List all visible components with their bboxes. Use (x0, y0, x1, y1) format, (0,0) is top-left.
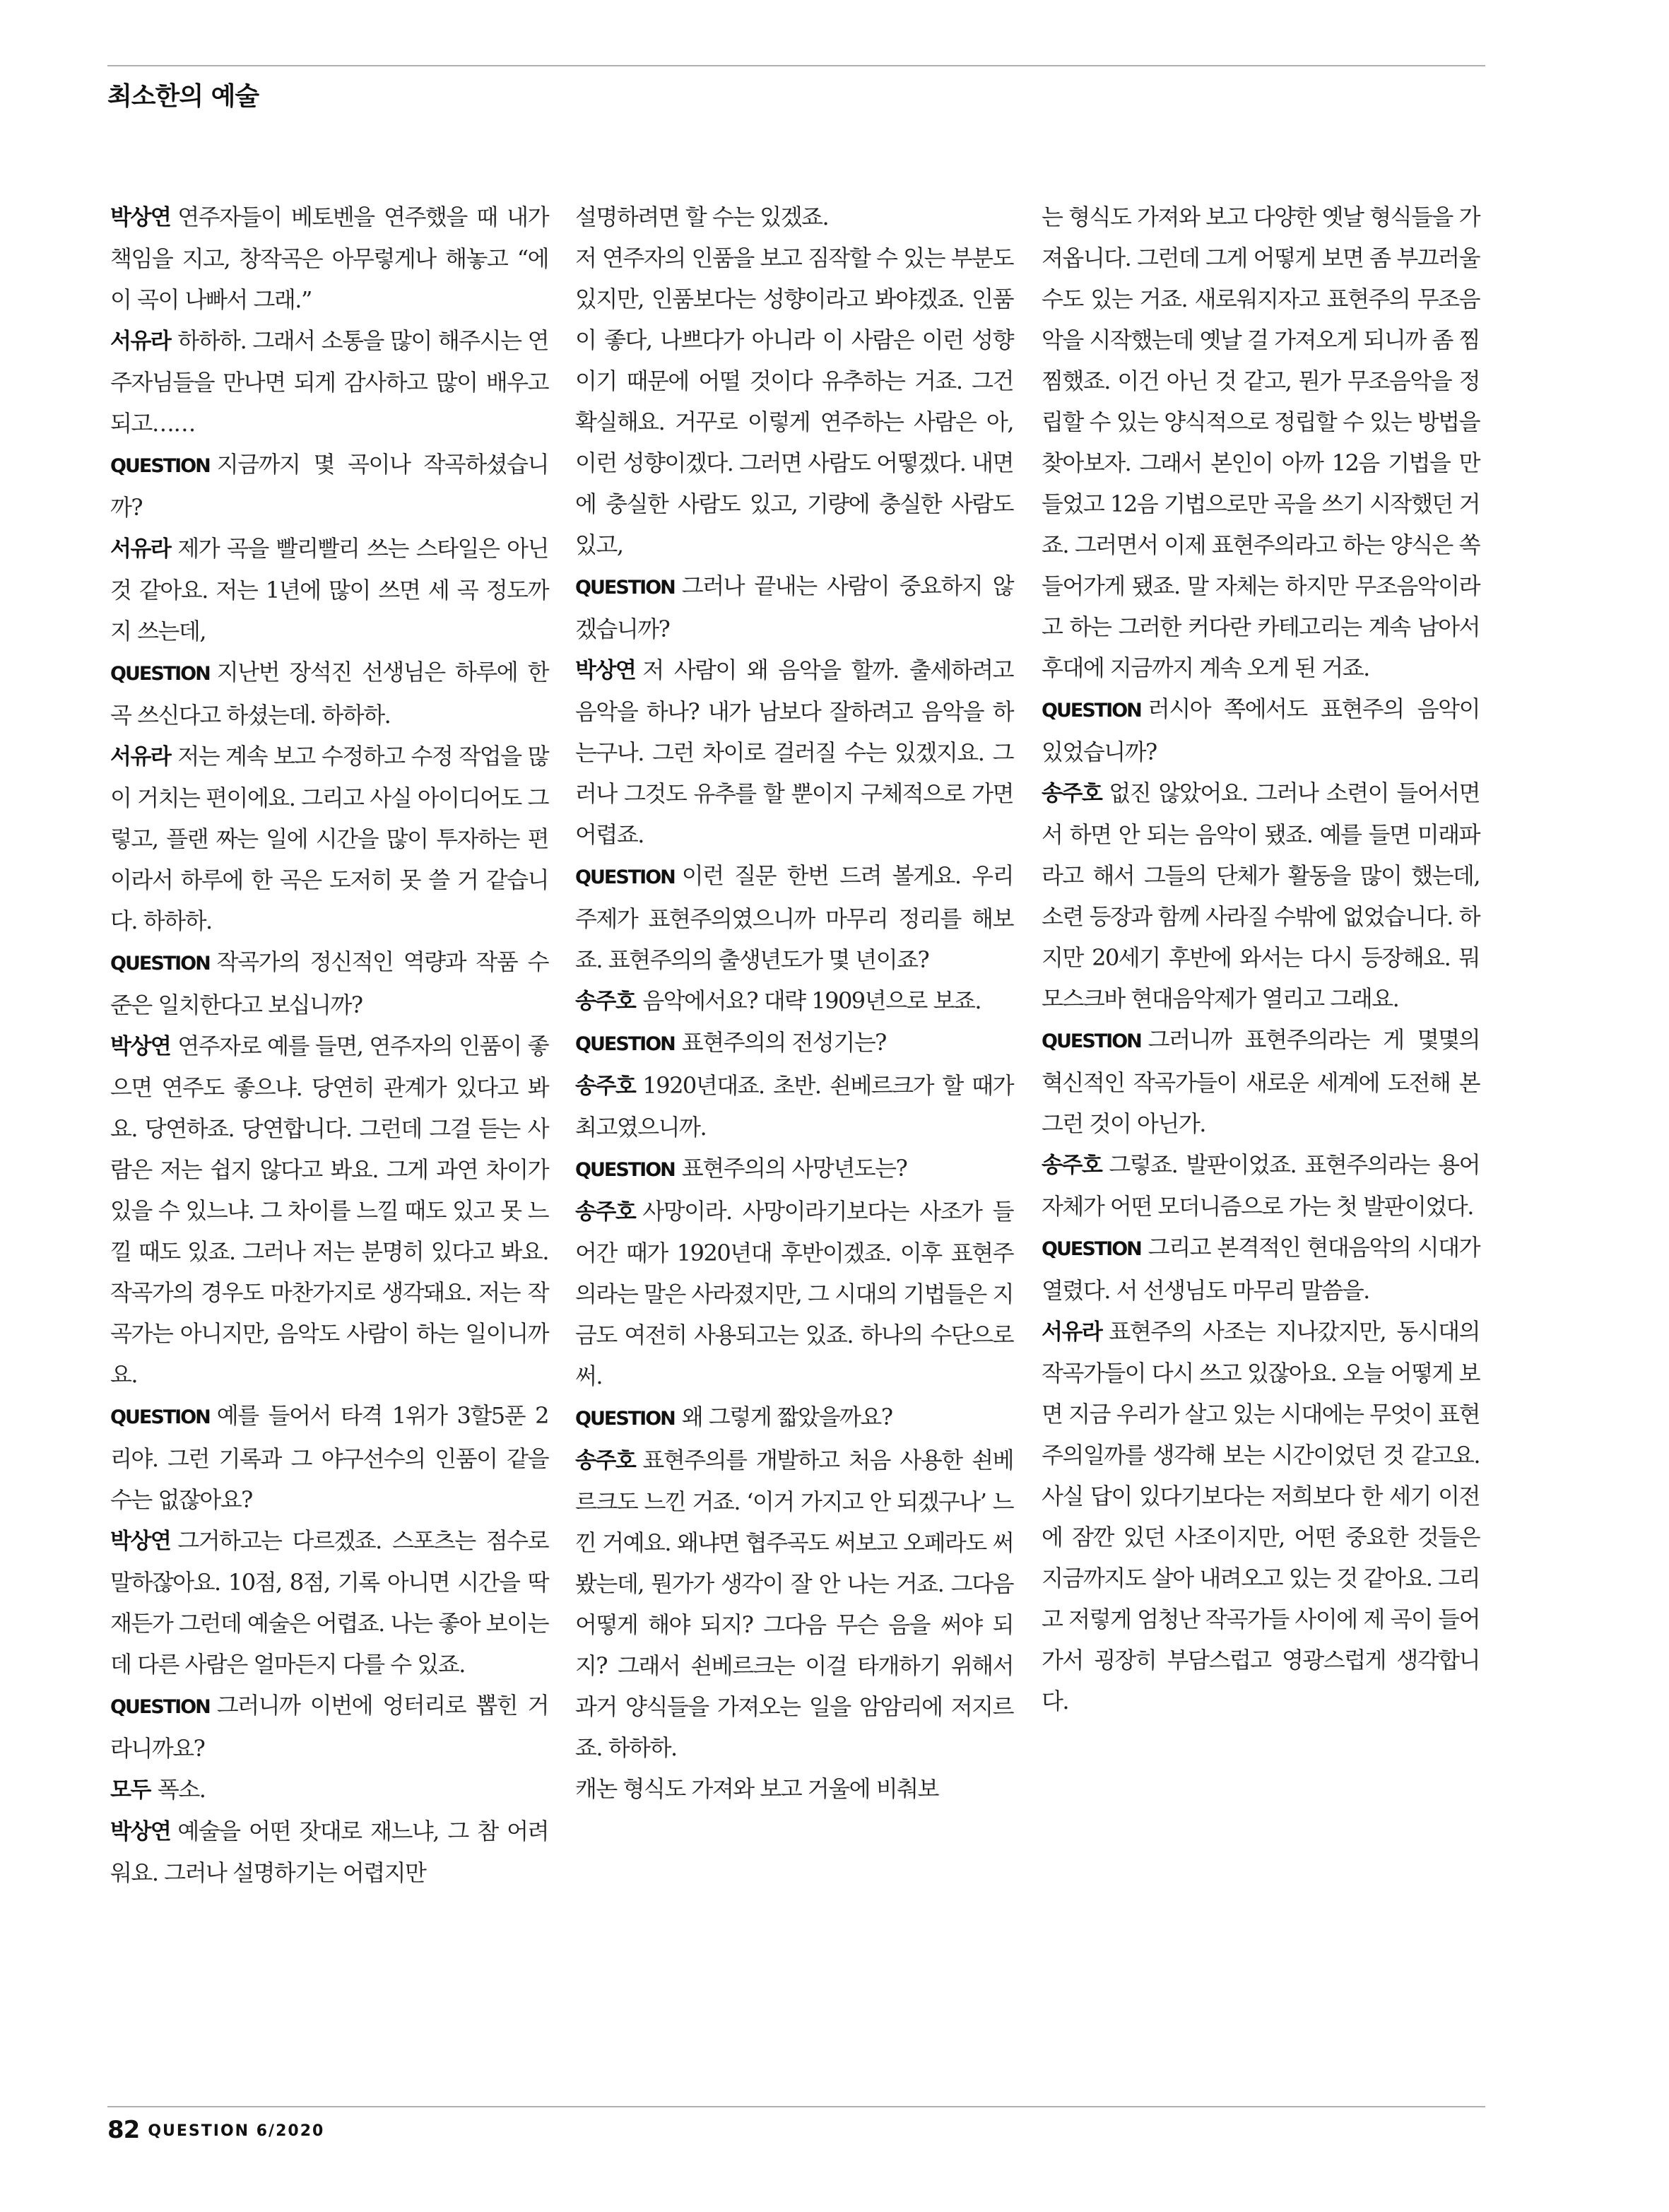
column-3 (1042, 196, 1480, 1722)
paragraph-text: 표현주의 사조는 지나갔지만, 동시대의 작곡가들이 다시 쓰고 있잖아요. 오늘 어떻게 보면 지금 우리가 살고 있는 시대에는 무엇이 표현주의일까를 생각해 보는 시간이었던 것 같고요. 사실 답이 있다기보다는 저희보다 한 세기 이전에 잠깐 있던 사조이지만, 어떤 중요한 것들은 지금까지도 살아 내려오고 있는 것 같아요. 그리고 저렇게 엄청난 작곡가들 사이에 제 곡이 들어가서 굉장히 부담스럽고 영광스럽게 생각합니다. (1042, 1318, 1480, 1714)
paragraph-text: 그러니까 이번에 엉터리로 뽑힌 거라니까요? (110, 1692, 548, 1762)
paragraph-text: 그거하고는 다르겠죠. 스포츠는 점수로 말하잖아요. 10점, 8점, 기록 아니면 시간을 딱 재든가 그런데 예술은 어렵죠. 나는 좋아 보이는데 다른 사람은 얼마든지 다를 수 있죠. (110, 1527, 548, 1678)
speaker-label: 박상연 (110, 1034, 171, 1059)
interview-paragraph (575, 565, 1013, 649)
paragraph-text: 저 연주자의 인품을 보고 짐작할 수 있는 부분도 있지만, 인품보다는 성향이라고 봐야겠죠. 인품이 좋다, 나쁘다가 아니라 이 사람은 이런 성향이기 때문에 어떨 것이다 유추하는 거죠. 그건 확실해요. 거꾸로 이렇게 연주하는 사람은 아, 이런 성향이겠다. 그러면 사람도 어떻겠다. 내면에 충실한 사람도 있고, 기량에 충실한 사람도 있고, (575, 245, 1013, 558)
interview-paragraph (575, 1148, 1013, 1191)
speaker-label: QUESTION (110, 1406, 210, 1428)
paragraph-text: 표현주의를 개발하고 처음 사용한 쇤베르크도 느낀 거죠. ‘이거 가지고 안 되겠구나’ 느낀 거예요. 왜냐면 협주곡도 써보고 오페라도 써봤는데, 뭔가가 생각이 잘 안 나는 거죠. 그다음 어떻게 해야 되지? 그다음 무슨 음을 써야 되지? 그래서 쇤베르크는 이걸 타개하기 위해서 과거 양식들을 가져오는 일을 암암리에 저지르죠. 하하하. (575, 1447, 1013, 1761)
paragraph-text: 사망이라. 사망이라기보다는 사조가 들어간 때가 1920년대 후반이겠죠. 이후 표현주의라는 말은 사라졌지만, 그 시대의 기법들은 지금도 여전히 사용되고는 있죠. 하나의 수단으로써. (575, 1198, 1013, 1389)
speaker-label: 서유라 (110, 744, 171, 770)
interview-paragraph (110, 1685, 548, 1769)
paragraph-text: 없진 않았어요. 그러나 소련이 들어서면서 하면 안 되는 음악이 됐죠. 예를 들면 미래파라고 해서 그들의 단체가 활동을 많이 했는데, 소련 등장과 함께 사라질 수밖에 없었습니다. 하지만 20세기 후반에 와서는 다시 등장해요. 뭐 모스크바 현대음악제가 열리고 그래요. (1042, 780, 1480, 1012)
interview-paragraph (575, 980, 1013, 1022)
speaker-label: QUESTION (110, 455, 210, 477)
interview-paragraph (110, 1395, 548, 1520)
interview-paragraph (1042, 1311, 1480, 1722)
interview-paragraph (575, 649, 1013, 855)
interview-paragraph (575, 1065, 1013, 1148)
speaker-label: 송주호 (575, 1073, 636, 1099)
paragraph-text: 연주자로 예를 들면, 연주자의 인품이 좋으면 연주도 좋으냐. 당연히 관계가 있다고 봐요. 당연하죠. 당연합니다. 그런데 그걸 듣는 사람은 저는 쉽지 않다고 봐요. 그게 과연 차이가 있을 수 있느냐. 그 차이를 느낄 때도 있고 못 느낄 때도 있죠. 그러나 저는 분명히 있다고 봐요. 작곡가의 경우도 마찬가지로 생각돼요. 저는 작곡가는 아니지만, 음악도 사람이 하는 일이니까요. (110, 1033, 548, 1388)
speaker-label: 송주호 (575, 1448, 636, 1473)
paragraph-text: 작곡가의 정신적인 역량과 작품 수준은 일치한다고 보십니까? (110, 948, 548, 1018)
paragraph-text: 지금까지 몇 곡이나 작곡하셨습니까? (110, 451, 548, 521)
interview-paragraph (110, 736, 548, 941)
speaker-label: QUESTION (110, 663, 210, 685)
speaker-label: 서유라 (110, 536, 171, 562)
interview-paragraph (110, 528, 548, 652)
speaker-label: QUESTION (575, 577, 675, 599)
magazine-issue: QUESTION 6/2020 (148, 2122, 325, 2140)
interview-paragraph (1042, 1227, 1480, 1311)
speaker-label: QUESTION (575, 866, 675, 888)
interview-paragraph (1042, 196, 1480, 688)
paragraph-text: 그렇죠. 발판이었죠. 표현주의라는 용어 자체가 어떤 모더니즘으로 가는 첫 발판이었다. (1042, 1151, 1480, 1220)
paragraph-text: 폭소. (157, 1776, 206, 1803)
interview-paragraph (110, 1769, 548, 1811)
speaker-label: 서유라 (1042, 1319, 1102, 1345)
interview-paragraph (1042, 1144, 1480, 1227)
interview-paragraph (575, 237, 1013, 565)
header-rule (107, 65, 1485, 66)
speaker-label: QUESTION (1042, 1238, 1141, 1260)
interview-paragraph (575, 1396, 1013, 1440)
paragraph-text: 예를 들어서 타격 1위가 3할5푼 2리야. 그런 기록과 그 야구선수의 인품이 같을 수는 없잖아요? (110, 1402, 548, 1513)
interview-paragraph (110, 1811, 548, 1893)
interview-paragraph (110, 941, 548, 1025)
paragraph-text: 표현주의의 사망년도는? (681, 1155, 907, 1182)
paragraph-text: 저는 계속 보고 수정하고 수정 작업을 많이 거치는 편이에요. 그리고 사실 아이디어도 그렇고, 플랜 짜는 일에 시간을 많이 투자하는 편이라서 하루에 한 곡은 도저히 못 쓸 거 같습니다. 하하하. (110, 743, 548, 934)
speaker-label: 박상연 (110, 1529, 171, 1554)
speaker-label: 송주호 (575, 989, 636, 1014)
paragraph-text: 표현주의의 전성기는? (681, 1029, 886, 1056)
page-number: 82 (107, 2116, 140, 2144)
paragraph-text: 설명하려면 할 수는 있겠죠. (575, 204, 829, 230)
speaker-label: 송주호 (575, 1199, 636, 1225)
interview-paragraph (575, 1440, 1013, 1768)
paragraph-text: 1920년대죠. 초반. 쇤베르크가 할 때가 최고였으니까. (575, 1072, 1013, 1141)
paragraph-text: 는 형식도 가져와 보고 다양한 옛날 형식들을 가져옵니다. 그런데 그게 어떻게 보면 좀 부끄러울 수도 있는 거죠. 새로워지자고 표현주의 무조음악을 시작했는데 옛날 걸 가져오게 되니까 좀 찜찜했죠. 이건 아닌 것 같고, 뭔가 무조음악을 정립할 수 있는 양식적으로 정립할 수 있는 방법을 찾아보자. 그래서 본인이 아까 12음 기법을 만들었고 12음 기법으로만 곡을 쓰기 시작했던 거죠. 그러면서 이제 표현주의라고 하는 양식은 쏙 들어가게 됐죠. 말 자체는 하지만 무조음악이라고 하는 그러한 커다란 카테고리는 계속 남아서 후대에 지금까지 계속 오게 된 거죠. (1042, 204, 1480, 681)
speaker-label: QUESTION (1042, 1030, 1141, 1052)
paragraph-text: 그리고 본격적인 현대음악의 시대가 열렸다. 서 선생님도 마무리 말씀을. (1042, 1234, 1480, 1304)
interview-paragraph (575, 196, 1013, 237)
interview-paragraph (110, 196, 548, 320)
interview-paragraph (1042, 688, 1480, 772)
speaker-label: QUESTION (110, 1696, 210, 1718)
interview-paragraph (110, 1520, 548, 1685)
interview-paragraph (575, 1191, 1013, 1396)
speaker-label: 서유라 (110, 329, 171, 354)
paragraph-text: 그러나 끝내는 사람이 중요하지 않겠습니까? (575, 572, 1013, 642)
interview-paragraph (110, 652, 548, 736)
speaker-label: 박상연 (110, 205, 171, 230)
column-1 (110, 196, 548, 1893)
page-footer (107, 2116, 324, 2144)
column-2 (575, 196, 1013, 1809)
speaker-label: QUESTION (110, 953, 210, 975)
speaker-label: 박상연 (110, 1819, 171, 1845)
interview-paragraph (575, 1768, 1013, 1809)
interview-paragraph (1042, 772, 1480, 1019)
interview-paragraph (575, 855, 1013, 980)
paragraph-text: 러시아 쪽에서도 표현주의 음악이 있었습니까? (1042, 695, 1480, 765)
interview-paragraph (1042, 1019, 1480, 1144)
paragraph-text: 그러니까 표현주의라는 게 몇몇의 혁신적인 작곡가들이 새로운 세계에 도전해 본 그런 것이 아닌가. (1042, 1026, 1480, 1137)
speaker-label: QUESTION (575, 1408, 675, 1430)
speaker-label: 송주호 (1042, 781, 1102, 806)
speaker-label: 박상연 (575, 658, 636, 683)
interview-paragraph (110, 444, 548, 528)
paragraph-text: 지난번 장석진 선생님은 하루에 한 곡 쓰신다고 하셨는데. 하하하. (110, 659, 548, 729)
paragraph-text: 저 사람이 왜 음악을 할까. 출세하려고 음악을 하나? 내가 남보다 잘하려고 음악을 하는구나. 그런 차이로 걸러질 수는 있겠지요. 그러나 그것도 유추를 할 뿐이지 구체적으로 가면 어렵죠. (575, 657, 1013, 848)
paragraph-text: 왜 그렇게 짧았을까요? (681, 1404, 892, 1430)
interview-paragraph (110, 320, 548, 444)
paragraph-text: 음악에서요? 대략 1909년으로 보죠. (642, 987, 981, 1014)
paragraph-text: 하하하. 그래서 소통을 많이 해주시는 연주자님들을 만나면 되게 감사하고 많이 배우고 되고…… (110, 327, 548, 437)
paragraph-text: 연주자들이 베토벤을 연주했을 때 내가 책임을 지고, 창작곡은 아무렇게나 해놓고 “에이 곡이 나빠서 그래.” (110, 204, 548, 313)
speaker-label: 모두 (110, 1777, 151, 1803)
speaker-label: QUESTION (1042, 700, 1141, 722)
footer-rule (107, 2106, 1485, 2107)
speaker-label: 송주호 (1042, 1153, 1102, 1178)
interview-paragraph (575, 1022, 1013, 1065)
section-title: 최소한의 예술 (107, 82, 259, 111)
speaker-label: QUESTION (575, 1159, 675, 1181)
paragraph-text: 제가 곡을 빨리빨리 쓰는 스타일은 아닌 것 같아요. 저는 1년에 많이 쓰면 세 곡 정도까지 쓰는데, (110, 535, 548, 645)
paragraph-text: 예술을 어떤 잣대로 재느냐, 그 참 어려워요. 그러나 설명하기는 어렵지만 (110, 1818, 548, 1886)
interview-paragraph (110, 1025, 548, 1395)
speaker-label: QUESTION (575, 1033, 675, 1055)
paragraph-text: 이런 질문 한번 드려 볼게요. 우리 주제가 표현주의였으니까 마무리 정리를 해보죠. 표현주의의 출생년도가 몇 년이죠? (575, 862, 1013, 973)
paragraph-text: 캐논 형식도 가져와 보고 거울에 비춰보 (575, 1775, 938, 1802)
